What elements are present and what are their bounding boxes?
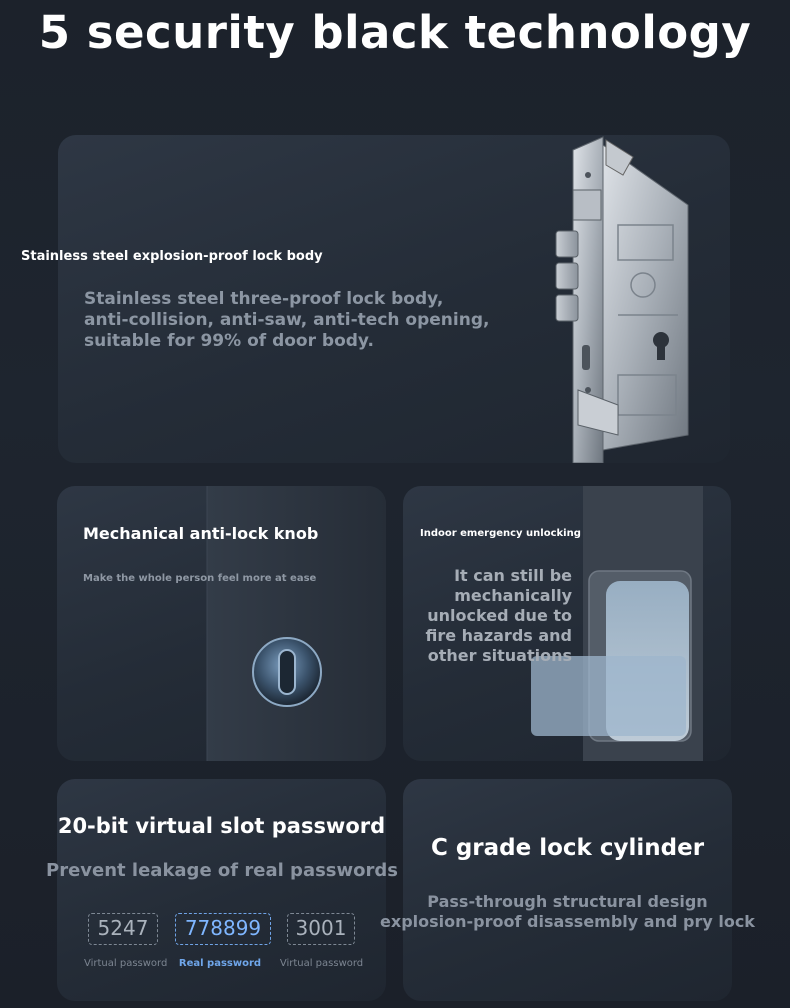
emergency-title: Indoor emergency unlocking <box>420 528 581 539</box>
knob-subtitle: Make the whole person feel more at ease <box>83 573 317 584</box>
real-password-label: Real password <box>178 958 262 969</box>
emergency-description-line: other situations <box>427 646 572 665</box>
lock-cylinder-card <box>403 779 732 1001</box>
lock-body-description-line: suitable for 99% of door body. <box>84 331 374 351</box>
lock-cylinder-description <box>360 892 775 932</box>
emergency-description-line: mechanically <box>454 586 572 605</box>
lock-cylinder-description-line: Pass-through structural design <box>427 892 708 911</box>
virtual-password-code: 5247 <box>88 913 158 945</box>
anti-lock-knob-icon <box>253 638 321 706</box>
virtual-password-label: Virtual password <box>279 958 364 969</box>
lock-body-description <box>84 289 544 352</box>
emergency-description <box>410 566 572 666</box>
virtual-password-code: 3001 <box>287 913 355 945</box>
lock-body-description-line: anti-collision, anti-saw, anti-tech opening, <box>84 310 490 330</box>
virtual-password-title: 20-bit virtual slot password <box>57 814 386 838</box>
lock-cylinder-title: C grade lock cylinder <box>430 835 705 861</box>
virtual-password-label: Virtual password <box>84 958 168 969</box>
lock-body-description-line: Stainless steel three-proof lock body, <box>84 289 444 309</box>
page-title: 5 security black technology <box>38 6 752 59</box>
knob-title: Mechanical anti-lock knob <box>83 524 319 543</box>
lock-cylinder-description-line: explosion-proof disassembly and pry lock <box>380 912 755 931</box>
emergency-description-line: unlocked due to <box>427 606 572 625</box>
emergency-description-line: It can still be <box>454 566 572 585</box>
emergency-description-line: fire hazards and <box>425 626 572 645</box>
real-password-code: 778899 <box>175 913 271 945</box>
virtual-password-subtitle: Prevent leakage of real passwords <box>46 860 398 881</box>
lock-body-caption: Stainless steel explosion-proof lock body <box>21 249 323 264</box>
